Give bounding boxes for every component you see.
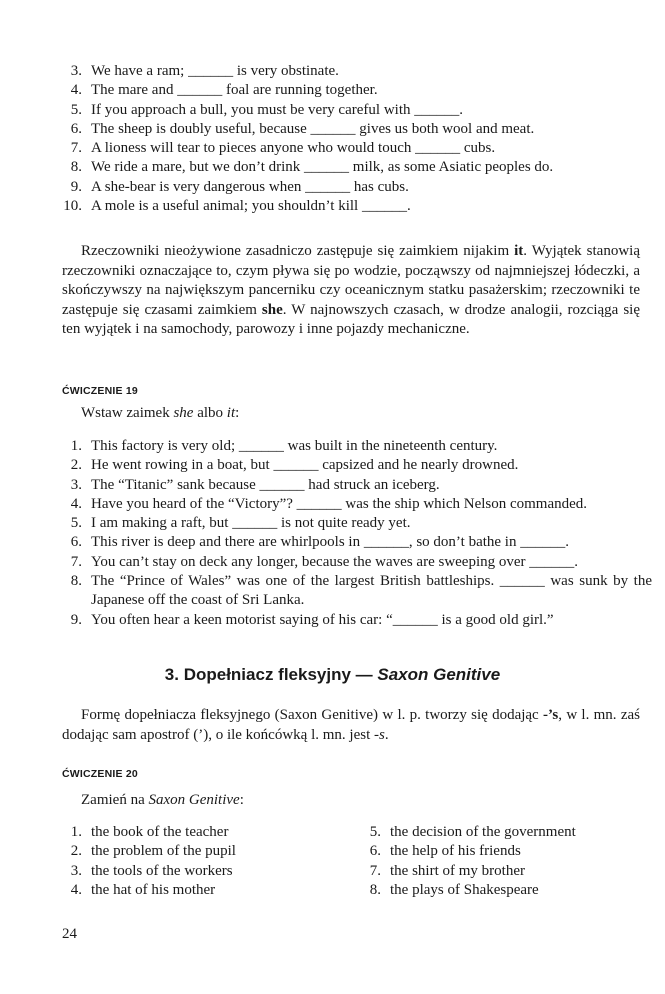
list-item: 5. If you approach a bull, you must be very careful with ______.	[70, 101, 463, 118]
list-item: 4. the hat of his mother	[70, 881, 216, 898]
list-item: 5. the decision of the government	[369, 824, 576, 840]
section-title: 3. Dopełniacz fleksyjny — Saxon Genitive	[164, 665, 501, 684]
list-item: 1. the book of the teacher	[70, 824, 229, 840]
page-number: 24	[62, 926, 77, 942]
list-item: 2. the problem of the pupil	[70, 843, 236, 860]
exercise-18-list	[62, 62, 652, 216]
exercise-19-instruction: Wstaw zaimek she albo it:	[81, 405, 240, 421]
list-item: 6. This river is deep and there are whirlpools in ______, so don’t bathe in ______.	[70, 534, 569, 551]
list-item: 6. the help of his friends	[369, 843, 521, 860]
list-item: 5. I am making a raft, but ______ is not quite ready yet.	[70, 515, 411, 532]
list-item: 10. A mole is a useful animal; you shouldn’t kill ______.	[63, 198, 411, 215]
genitive-paragraph: Formę dopełniacza fleksyjnego (Saxon Genitive) w l. p. tworzy się dodając -’s, w l. mn. zaś dodając sam apostrof (’), o ile końcówką l. mn. jest -s.	[62, 707, 640, 743]
exercise-20-left-column	[62, 823, 352, 900]
list-item: 8. The “Prince of Wales” was one of the largest British battleships. ______ was sunk by the Japanese off the coast of Sri Lanka.	[70, 573, 652, 609]
rule-paragraph: Rzeczowniki nieożywione zasadniczo zastępuje się zaimkiem nijakim it. Wyjątek stanowią rzeczowniki oznaczające to, czym pływa się po wodzie, począwszy od najmniejszej łódeczki, a skończywszy na największym pancerniku czy oceanicznym statku pasażerskim; rzeczowniki te zastępuje się czasami zaimkiem she. W najnowszych czasach, w drodze analogii, rozciąga się ten wyjątek i na samochody, parowozy i inne pojazdy mechaniczne.	[62, 243, 640, 338]
list-item: 3. We have a ram; ______ is very obstinate.	[70, 63, 339, 79]
list-item: 7. the shirt of my brother	[369, 862, 525, 879]
list-item: 6. The sheep is doubly useful, because ______ gives us both wool and meat.	[70, 120, 535, 137]
exercise-20-heading: ĆWICZENIE 20	[62, 768, 138, 780]
list-item: 3. the tools of the workers	[70, 862, 233, 879]
list-item: 7. A lioness will tear to pieces anyone who would touch ______ cubs.	[70, 140, 496, 157]
list-item: 8. the plays of Shakespeare	[369, 881, 539, 898]
list-item: 3. The “Titanic” sank because ______ had struck an iceberg.	[70, 476, 440, 493]
exercise-19-list	[62, 437, 652, 630]
list-item: 1. This factory is very old; ______ was built in the nineteenth century.	[70, 438, 498, 454]
list-item: 7. You can’t stay on deck any longer, because the waves are sweeping over ______.	[70, 553, 579, 570]
list-item: 2. He went rowing in a boat, but ______ capsized and he nearly drowned.	[70, 457, 519, 474]
list-item: 8. We ride a mare, but we don’t drink ______ milk, as some Asiatic peoples do.	[70, 159, 554, 176]
exercise-19-heading: ĆWICZENIE 19	[62, 385, 138, 397]
exercise-20-right-column	[361, 823, 651, 900]
list-item: 9. A she-bear is very dangerous when ______ has cubs.	[70, 178, 409, 195]
list-item: 9. You often hear a keen motorist saying of his car: “______ is a good old girl.”	[70, 611, 554, 628]
list-item: 4. Have you heard of the “Victory”? ______ was the ship which Nelson commanded.	[70, 495, 588, 512]
exercise-20-instruction: Zamień na Saxon Genitive:	[81, 792, 244, 808]
list-item: 4. The mare and ______ foal are running together.	[70, 82, 378, 99]
